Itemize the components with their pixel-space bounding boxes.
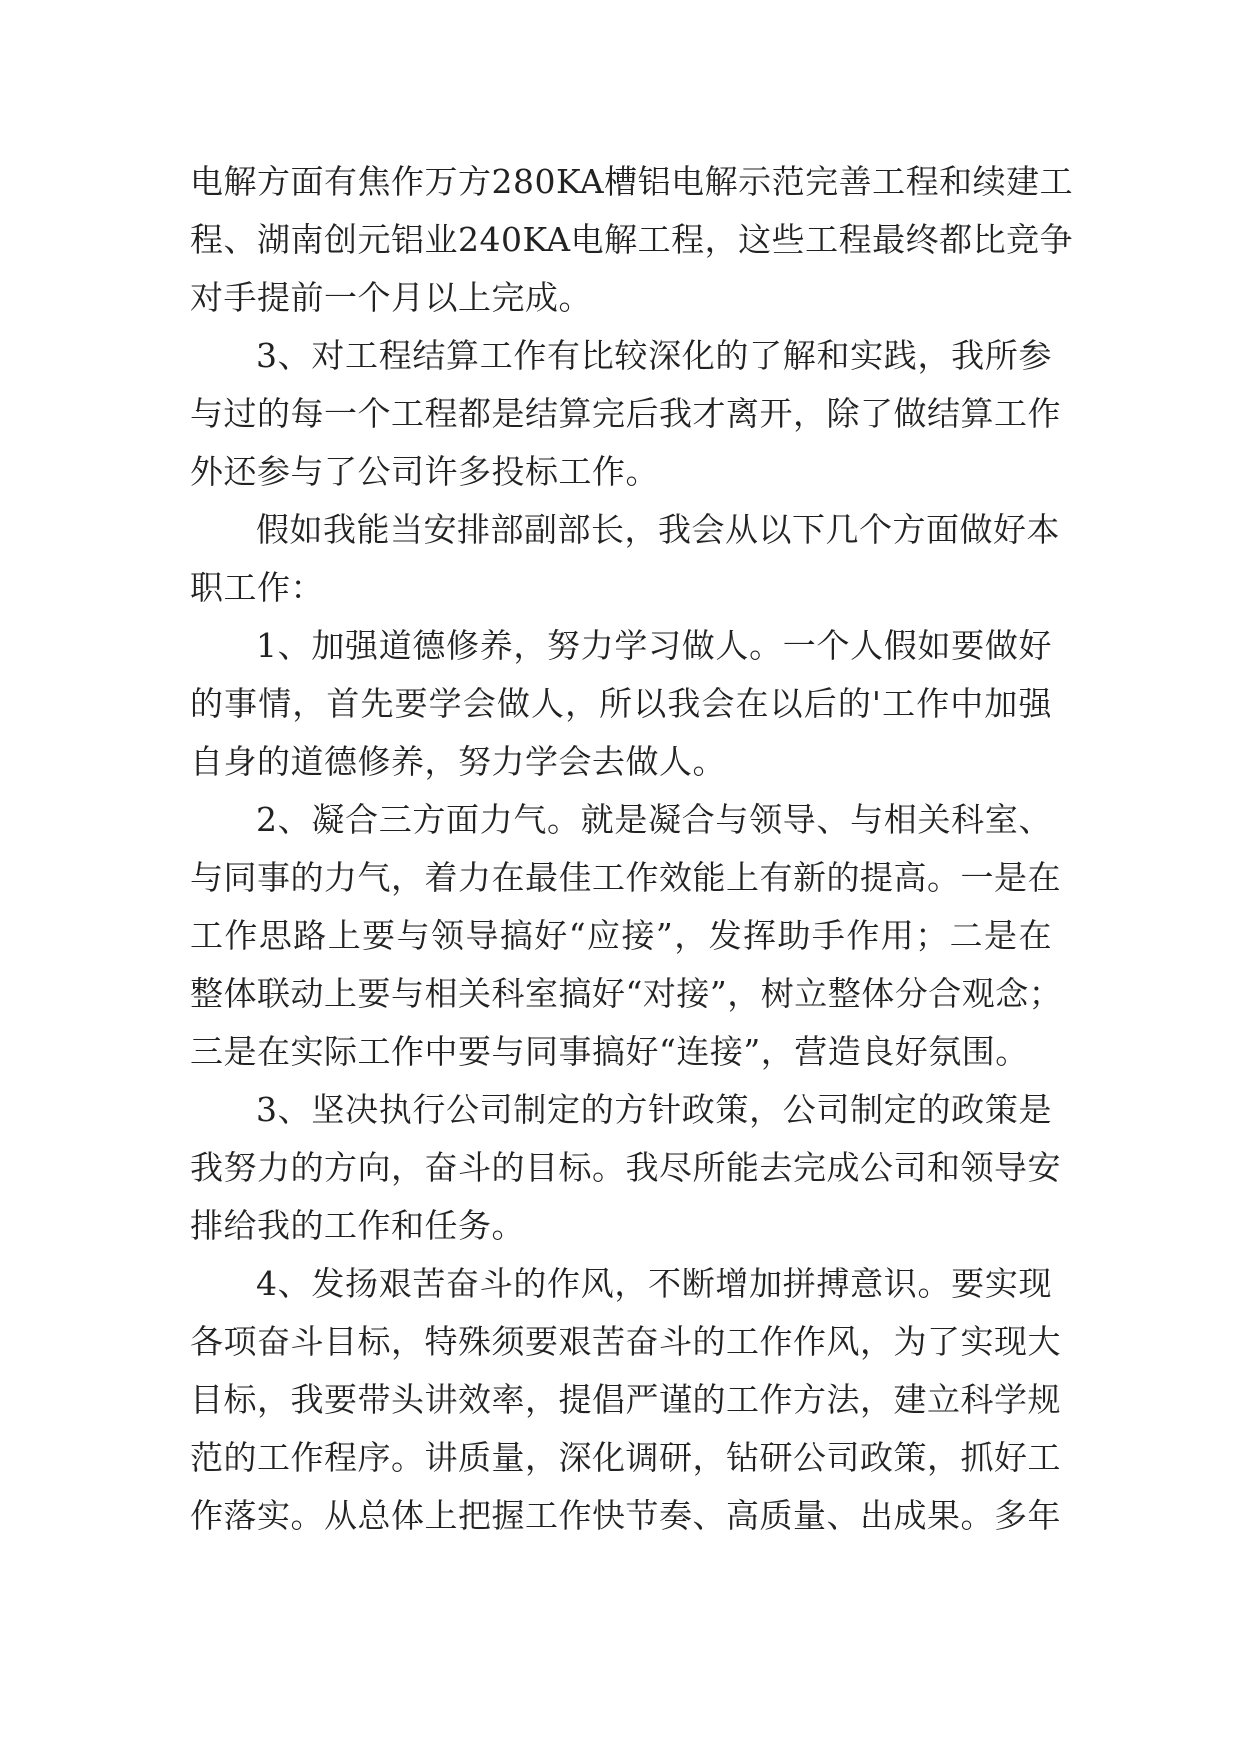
text-line: 我努力的方向，奋斗的目标。我尽所能去完成公司和领导安 (190, 1148, 1061, 1187)
text-line: 范的工作程序。讲质量，深化调研，钻研公司政策，抓好工 (190, 1438, 1061, 1477)
text-line: 自身的道德修养，努力学会去做人。 (190, 742, 726, 781)
text-line: 三是在实际工作中要与同事搞好“连接”，营造良好氛围。 (190, 1032, 1029, 1071)
text-line: 假如我能当安排部副部长，我会从以下几个方面做好本 (256, 510, 1060, 549)
text-line: 各项奋斗目标，特殊须要艰苦奋斗的工作作风，为了实现大 (190, 1322, 1061, 1361)
text-line: 外还参与了公司许多投标工作。 (190, 452, 659, 491)
text-line: 程、湖南创元铝业240KA电解工程，这些工程最终都比竞争 (190, 220, 1074, 259)
text-line: 2、凝合三方面力气。就是凝合与领导、与相关科室、 (256, 800, 1052, 839)
text-line: 整体联动上要与相关科室搞好“对接”，树立整体分合观念； (190, 974, 1063, 1013)
text-line: 与同事的力气，着力在最佳工作效能上有新的提高。一是在 (190, 858, 1061, 897)
text-line: 电解方面有焦作万方280KA槽铝电解示范完善工程和续建工 (190, 162, 1074, 201)
text-line: 3、坚决执行公司制定的方针政策，公司制定的政策是 (256, 1090, 1052, 1129)
text-line: 3、对工程结算工作有比较深化的了解和实践，我所参 (256, 336, 1052, 375)
text-line: 职工作： (190, 568, 324, 607)
text-line: 工作思路上要与领导搞好“应接”，发挥助手作用；二是在 (190, 916, 1052, 955)
text-line: 排给我的工作和任务。 (190, 1206, 525, 1245)
text-line: 目标，我要带头讲效率，提倡严谨的工作方法，建立科学规 (190, 1380, 1061, 1419)
text-line: 对手提前一个月以上完成。 (190, 278, 592, 317)
text-line: 的事情，首先要学会做人，所以我会在以后的'工作中加强 (190, 684, 1052, 723)
text-line: 1、加强道德修养，努力学习做人。一个人假如要做好 (256, 626, 1052, 665)
text-line: 作落实。从总体上把握工作快节奏、高质量、出成果。多年 (190, 1496, 1061, 1535)
text-line: 4、发扬艰苦奋斗的作风，不断增加拼搏意识。要实现 (256, 1264, 1052, 1303)
text-line: 与过的每一个工程都是结算完后我才离开，除了做结算工作 (190, 394, 1061, 433)
